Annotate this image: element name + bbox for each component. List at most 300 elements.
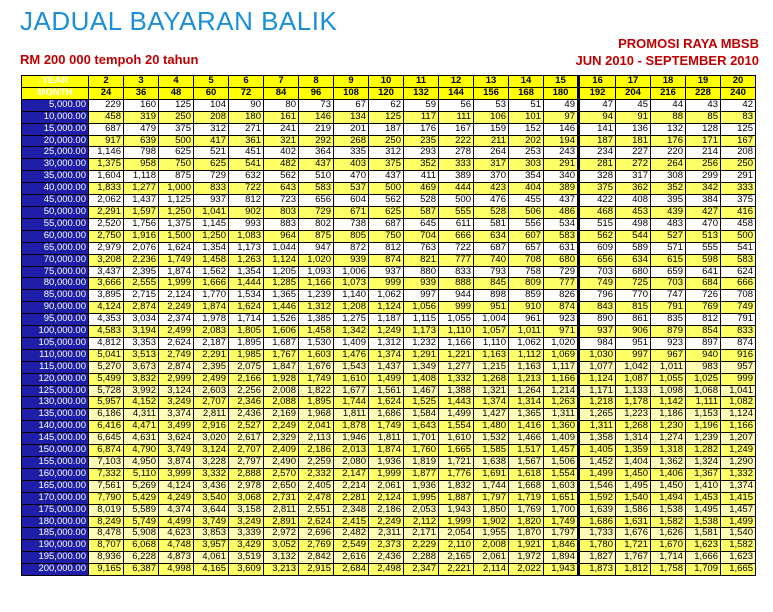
installment-cell: 128 — [686, 123, 721, 135]
installment-cell: 1,055 — [651, 373, 686, 385]
installment-cell: 888 — [439, 278, 474, 290]
installment-cell: 125 — [369, 111, 404, 123]
installment-cell: 1,874 — [159, 266, 194, 278]
installment-cell: 8,936 — [89, 552, 124, 564]
installment-cell: 562 — [579, 230, 616, 242]
installment-cell: 2,054 — [439, 528, 474, 540]
year-cell: 12 — [439, 76, 474, 88]
installment-cell: 132 — [651, 123, 686, 135]
installment-cell: 1,714 — [229, 314, 264, 326]
installment-cell: 1,118 — [124, 171, 159, 183]
installment-cell: 402 — [264, 147, 299, 159]
installment-cell: 993 — [229, 218, 264, 230]
installment-cell: 944 — [439, 290, 474, 302]
installment-cell: 3,832 — [124, 373, 159, 385]
installment-cell: 1,554 — [439, 421, 474, 433]
installment-cell: 1,311 — [579, 421, 616, 433]
loan-amount-cell: 180,000.00 — [22, 516, 89, 528]
installment-cell: 687 — [369, 218, 404, 230]
installment-cell: 1,517 — [509, 445, 544, 457]
installment-cell: 4,812 — [89, 337, 124, 349]
installment-cell: 1,318 — [651, 445, 686, 457]
installment-cell: 999 — [721, 373, 756, 385]
installment-cell: 317 — [474, 159, 509, 171]
installment-cell: 1,207 — [721, 433, 756, 445]
installment-cell: 1,676 — [299, 361, 334, 373]
installment-cell: 85 — [686, 111, 721, 123]
loan-amount-cell: 25,000.00 — [22, 147, 89, 159]
installment-cell: 2,749 — [159, 349, 194, 361]
installment-cell: 1,582 — [651, 516, 686, 528]
installment-cell: 1,098 — [651, 385, 686, 397]
installment-cell: 1,062 — [369, 290, 404, 302]
installment-cell: 4,061 — [194, 552, 229, 564]
year-cell: 11 — [404, 76, 439, 88]
installment-cell: 3,429 — [229, 540, 264, 552]
installment-cell: 615 — [651, 254, 686, 266]
installment-cell: 317 — [616, 171, 651, 183]
installment-cell: 2,171 — [404, 528, 439, 540]
installment-cell: 1,444 — [229, 278, 264, 290]
installment-cell: 2,165 — [439, 552, 474, 564]
installment-cell: 708 — [509, 254, 544, 266]
installment-cell: 1,020 — [299, 254, 334, 266]
installment-cell: 1,056 — [404, 302, 439, 314]
installment-cell: 2,256 — [229, 385, 264, 397]
installment-cell: 1,770 — [194, 290, 229, 302]
installment-cell: 703 — [651, 278, 686, 290]
installment-cell: 208 — [194, 111, 229, 123]
installment-cell: 117 — [404, 111, 439, 123]
installment-cell: 500 — [721, 230, 756, 242]
installment-cell: 1,916 — [124, 230, 159, 242]
installment-cell: 791 — [651, 302, 686, 314]
installment-cell: 2,551 — [299, 504, 334, 516]
installment-cell: 555 — [686, 242, 721, 254]
installment-cell: 1,480 — [474, 421, 509, 433]
installment-cell: 5,269 — [124, 480, 159, 492]
installment-cell: 4,790 — [124, 445, 159, 457]
month-cell: 120 — [369, 87, 404, 99]
installment-cell: 1,268 — [616, 421, 651, 433]
loan-amount-cell: 200,000.00 — [22, 564, 89, 576]
installment-cell: 1,561 — [369, 385, 404, 397]
installment-cell: 208 — [721, 147, 756, 159]
installment-cell: 2,972 — [264, 528, 299, 540]
installment-cell: 2,166 — [229, 373, 264, 385]
table-row — [22, 230, 756, 242]
installment-cell: 906 — [616, 326, 651, 338]
installment-cell: 264 — [474, 147, 509, 159]
installment-cell: 352 — [404, 159, 439, 171]
installment-cell: 2,478 — [299, 492, 334, 504]
installment-cell: 389 — [439, 171, 474, 183]
installment-cell: 1,187 — [369, 314, 404, 326]
installment-cell: 815 — [616, 302, 651, 314]
installment-cell: 2,291 — [194, 349, 229, 361]
installment-cell: 308 — [651, 171, 686, 183]
installment-cell: 500 — [439, 195, 474, 207]
installment-cell: 666 — [721, 278, 756, 290]
installment-cell: 506 — [509, 206, 544, 218]
installment-cell: 1,093 — [299, 266, 334, 278]
installment-cell: 1,405 — [579, 445, 616, 457]
installment-cell: 111 — [439, 111, 474, 123]
installment-cell: 1,603 — [299, 349, 334, 361]
installment-cell: 375 — [579, 183, 616, 195]
installment-cell: 1,902 — [474, 516, 509, 528]
installment-cell: 897 — [686, 337, 721, 349]
installment-cell: 1,943 — [439, 504, 474, 516]
installment-cell: 750 — [369, 230, 404, 242]
installment-cell: 278 — [439, 147, 474, 159]
table-row — [22, 373, 756, 385]
installment-cell: 537 — [334, 183, 369, 195]
installment-cell: 159 — [474, 123, 509, 135]
table-row — [22, 540, 756, 552]
installment-cell: 1,110 — [474, 337, 509, 349]
installment-cell: 201 — [334, 123, 369, 135]
installment-cell: 88 — [651, 111, 686, 123]
loan-amount-cell: 70,000.00 — [22, 254, 89, 266]
year-cell: 9 — [334, 76, 369, 88]
installment-cell: 1,749 — [299, 373, 334, 385]
installment-cell: 684 — [686, 278, 721, 290]
installment-cell: 541 — [721, 242, 756, 254]
installment-cell: 2,124 — [369, 492, 404, 504]
month-cell: 96 — [299, 87, 334, 99]
installment-cell: 861 — [616, 314, 651, 326]
installment-cell: 2,999 — [159, 373, 194, 385]
installment-cell: 1,140 — [334, 290, 369, 302]
installment-cell: 1,709 — [686, 564, 721, 576]
installment-cell: 437 — [544, 195, 579, 207]
installment-cell: 43 — [686, 99, 721, 111]
installment-cell: 534 — [544, 218, 579, 230]
installment-cell: 1,721 — [616, 540, 651, 552]
installment-cell: 2,124 — [159, 290, 194, 302]
installment-cell: 2,236 — [124, 254, 159, 266]
installment-cell: 1,166 — [299, 278, 334, 290]
installment-cell: 2,061 — [369, 480, 404, 492]
table-row — [22, 171, 756, 183]
installment-cell: 3,194 — [124, 326, 159, 338]
installment-cell: 104 — [194, 99, 229, 111]
installment-cell: 1,873 — [579, 564, 616, 576]
installment-cell: 657 — [509, 242, 544, 254]
installment-cell: 1,265 — [579, 409, 616, 421]
installment-cell: 3,249 — [229, 516, 264, 528]
installment-cell: 91 — [616, 111, 651, 123]
table-row — [22, 147, 756, 159]
installment-cell: 451 — [229, 147, 264, 159]
installment-cell: 3,052 — [264, 540, 299, 552]
installment-cell: 957 — [721, 361, 756, 373]
installment-cell: 1,321 — [474, 385, 509, 397]
installment-cell: 7,103 — [89, 457, 124, 469]
installment-cell: 106 — [474, 111, 509, 123]
installment-cell: 2,259 — [299, 457, 334, 469]
installment-cell: 303 — [509, 159, 544, 171]
table-row — [22, 290, 756, 302]
installment-cell: 833 — [194, 183, 229, 195]
month-cell: 228 — [686, 87, 721, 99]
installment-cell: 1,618 — [509, 468, 544, 480]
installment-cell: 1,797 — [544, 528, 579, 540]
installment-cell: 3,068 — [229, 492, 264, 504]
installment-cell: 1,526 — [264, 314, 299, 326]
installment-cell: 1,995 — [404, 492, 439, 504]
installment-cell: 5,499 — [89, 373, 124, 385]
installment-cell: 859 — [509, 290, 544, 302]
loan-amount-cell: 140,000.00 — [22, 421, 89, 433]
installment-cell: 5,728 — [89, 385, 124, 397]
installment-cell: 47 — [579, 99, 616, 111]
installment-cell: 1,756 — [124, 218, 159, 230]
installment-cell: 708 — [721, 290, 756, 302]
installment-cell: 1,125 — [159, 195, 194, 207]
installment-cell: 1,811 — [369, 433, 404, 445]
installment-cell: 5,429 — [124, 492, 159, 504]
installment-cell: 2,715 — [124, 290, 159, 302]
installment-cell: 1,597 — [124, 206, 159, 218]
table-row — [22, 135, 756, 147]
loan-amount-cell: 175,000.00 — [22, 504, 89, 516]
installment-cell: 3,624 — [159, 433, 194, 445]
installment-cell: 45 — [616, 99, 651, 111]
installment-cell: 1,921 — [509, 540, 544, 552]
installment-cell: 2,979 — [89, 242, 124, 254]
loan-amount-cell: 130,000.00 — [22, 397, 89, 409]
month-cell: 132 — [404, 87, 439, 99]
installment-cell: 656 — [299, 195, 334, 207]
installment-cell: 1,687 — [264, 337, 299, 349]
installment-cell: 2,348 — [334, 504, 369, 516]
installment-cell: 1,499 — [369, 373, 404, 385]
installment-cell: 180 — [229, 111, 264, 123]
installment-cell: 939 — [334, 254, 369, 266]
installment-cell: 1,639 — [579, 504, 616, 516]
installment-cell: 1,532 — [474, 433, 509, 445]
loan-amount-cell: 20,000.00 — [22, 135, 89, 147]
installment-cell: 3,158 — [229, 504, 264, 516]
installment-cell: 643 — [264, 183, 299, 195]
installment-cell: 1,263 — [229, 254, 264, 266]
loan-amount-cell: 110,000.00 — [22, 349, 89, 361]
installment-cell: 611 — [439, 218, 474, 230]
installment-cell: 2,080 — [334, 457, 369, 469]
installment-cell: 687 — [474, 242, 509, 254]
installment-cell: 2,436 — [229, 409, 264, 421]
installment-cell: 639 — [124, 135, 159, 147]
installment-cell: 2,499 — [194, 373, 229, 385]
table-row — [22, 314, 756, 326]
installment-cell: 202 — [509, 135, 544, 147]
installment-cell: 1,249 — [369, 326, 404, 338]
installment-cell: 455 — [509, 195, 544, 207]
installment-cell: 1,499 — [439, 409, 474, 421]
loan-amount-cell: 150,000.00 — [22, 445, 89, 457]
installment-cell: 292 — [299, 135, 334, 147]
installment-cell: 3,519 — [229, 552, 264, 564]
installment-cell: 2,291 — [89, 206, 124, 218]
installment-cell: 729 — [194, 171, 229, 183]
installment-cell: 1,208 — [334, 302, 369, 314]
installment-cell: 469 — [404, 183, 439, 195]
installment-cell: 880 — [404, 266, 439, 278]
year-cell: 10 — [369, 76, 404, 88]
loan-amount-cell: 105,000.00 — [22, 337, 89, 349]
installment-cell: 5,041 — [89, 349, 124, 361]
installment-cell: 1,205 — [264, 266, 299, 278]
installment-cell: 951 — [616, 337, 651, 349]
installment-cell: 281 — [579, 159, 616, 171]
installment-cell: 2,707 — [194, 397, 229, 409]
installment-cell: 1,068 — [686, 385, 721, 397]
installment-cell: 923 — [544, 314, 579, 326]
installment-cell: 2,008 — [474, 540, 509, 552]
installment-cell: 3,339 — [229, 528, 264, 540]
installment-cell: 2,311 — [369, 528, 404, 540]
installment-cell: 1,218 — [579, 397, 616, 409]
installment-cell: 437 — [299, 159, 334, 171]
installment-cell: 125 — [159, 99, 194, 111]
installment-cell: 1,223 — [616, 409, 651, 421]
installment-cell: 1,668 — [509, 480, 544, 492]
installment-cell: 937 — [369, 266, 404, 278]
installment-cell: 342 — [686, 183, 721, 195]
loan-amount-cell: 185,000.00 — [22, 528, 89, 540]
installment-cell: 80 — [264, 99, 299, 111]
installment-cell: 958 — [124, 159, 159, 171]
installment-cell: 923 — [651, 337, 686, 349]
installment-cell: 1,936 — [369, 457, 404, 469]
installment-cell: 3,249 — [159, 397, 194, 409]
installment-cell: 1,543 — [334, 361, 369, 373]
installment-cell: 793 — [474, 266, 509, 278]
installment-cell: 4,311 — [124, 409, 159, 421]
installment-cell: 1,676 — [616, 528, 651, 540]
installment-cell: 408 — [616, 195, 651, 207]
loan-amount-cell: 10,000.00 — [22, 111, 89, 123]
installment-cell: 1,332 — [721, 468, 756, 480]
installment-cell: 2,013 — [334, 445, 369, 457]
table-row — [22, 349, 756, 361]
installment-cell: 1,446 — [264, 302, 299, 314]
installment-cell: 483 — [651, 218, 686, 230]
installment-cell: 1,538 — [686, 516, 721, 528]
installment-cell: 1,887 — [439, 492, 474, 504]
installment-cell: 1,342 — [334, 326, 369, 338]
installment-cell: 1,610 — [334, 373, 369, 385]
installment-cell: 1,314 — [509, 397, 544, 409]
promo-period: JUN 2010 - SEPTEMBER 2010 — [575, 53, 759, 68]
installment-cell: 146 — [544, 123, 579, 135]
installment-cell: 845 — [474, 278, 509, 290]
loan-amount-cell: 165,000.00 — [22, 480, 89, 492]
installment-cell: 1,540 — [721, 528, 756, 540]
installment-cell: 3,895 — [89, 290, 124, 302]
installment-cell: 51 — [509, 99, 544, 111]
installment-cell: 3,992 — [124, 385, 159, 397]
installment-cell: 1,499 — [721, 516, 756, 528]
installment-cell: 319 — [124, 111, 159, 123]
installment-cell: 2,221 — [439, 564, 474, 576]
installment-cell: 1,415 — [721, 492, 756, 504]
year-cell: 6 — [229, 76, 264, 88]
installment-cell: 4,124 — [159, 480, 194, 492]
loan-amount-cell: 195,000.00 — [22, 552, 89, 564]
installment-cell: 1,452 — [579, 457, 616, 469]
installment-cell: 1,437 — [369, 361, 404, 373]
month-cell: 72 — [229, 87, 264, 99]
installment-cell: 362 — [616, 183, 651, 195]
installment-cell: 404 — [509, 183, 544, 195]
installment-cell: 2,332 — [299, 468, 334, 480]
installment-cell: 1,999 — [439, 516, 474, 528]
installment-cell: 916 — [721, 349, 756, 361]
installment-cell: 513 — [686, 230, 721, 242]
installment-cell: 1,374 — [369, 349, 404, 361]
installment-cell: 1,232 — [404, 337, 439, 349]
installment-cell: 2,113 — [299, 433, 334, 445]
installment-cell: 3,213 — [264, 564, 299, 576]
installment-cell: 1,367 — [686, 468, 721, 480]
month-cell: 204 — [616, 87, 651, 99]
installment-cell: 6,387 — [124, 564, 159, 576]
installment-cell: 2,147 — [334, 468, 369, 480]
installment-cell: 2,916 — [194, 421, 229, 433]
installment-cell: 641 — [686, 266, 721, 278]
installment-cell: 917 — [89, 135, 124, 147]
installment-cell: 1,171 — [579, 385, 616, 397]
installment-cell: 375 — [369, 159, 404, 171]
installment-cell: 312 — [369, 147, 404, 159]
installment-cell: 7,561 — [89, 480, 124, 492]
installment-cell: 1,111 — [686, 397, 721, 409]
installment-cell: 680 — [616, 266, 651, 278]
installment-cell: 3,132 — [264, 552, 299, 564]
installment-cell: 1,604 — [89, 171, 124, 183]
installment-cell: 293 — [404, 147, 439, 159]
installment-cell: 1,410 — [686, 480, 721, 492]
installment-cell: 328 — [579, 171, 616, 183]
installment-cell: 598 — [686, 254, 721, 266]
year-cell: 18 — [651, 76, 686, 88]
installment-cell: 1,406 — [651, 468, 686, 480]
installment-cell: 1,142 — [651, 397, 686, 409]
installment-cell: 194 — [544, 135, 579, 147]
installment-cell: 879 — [651, 326, 686, 338]
installment-cell: 589 — [616, 242, 651, 254]
installment-cell: 1,562 — [194, 266, 229, 278]
table-row — [22, 492, 756, 504]
installment-cell: 256 — [686, 159, 721, 171]
table-row — [22, 123, 756, 135]
installment-cell: 1,700 — [544, 504, 579, 516]
installment-cell: 1,249 — [721, 445, 756, 457]
installment-cell: 1,025 — [686, 373, 721, 385]
installment-cell: 312 — [194, 123, 229, 135]
installment-cell: 1,581 — [686, 528, 721, 540]
installment-cell: 1,030 — [579, 349, 616, 361]
installment-cell: 7,332 — [89, 468, 124, 480]
installment-cell: 3,999 — [159, 468, 194, 480]
installment-cell: 1,186 — [651, 409, 686, 421]
installment-cell: 264 — [651, 159, 686, 171]
installment-cell: 167 — [439, 123, 474, 135]
month-cell: 192 — [579, 87, 616, 99]
